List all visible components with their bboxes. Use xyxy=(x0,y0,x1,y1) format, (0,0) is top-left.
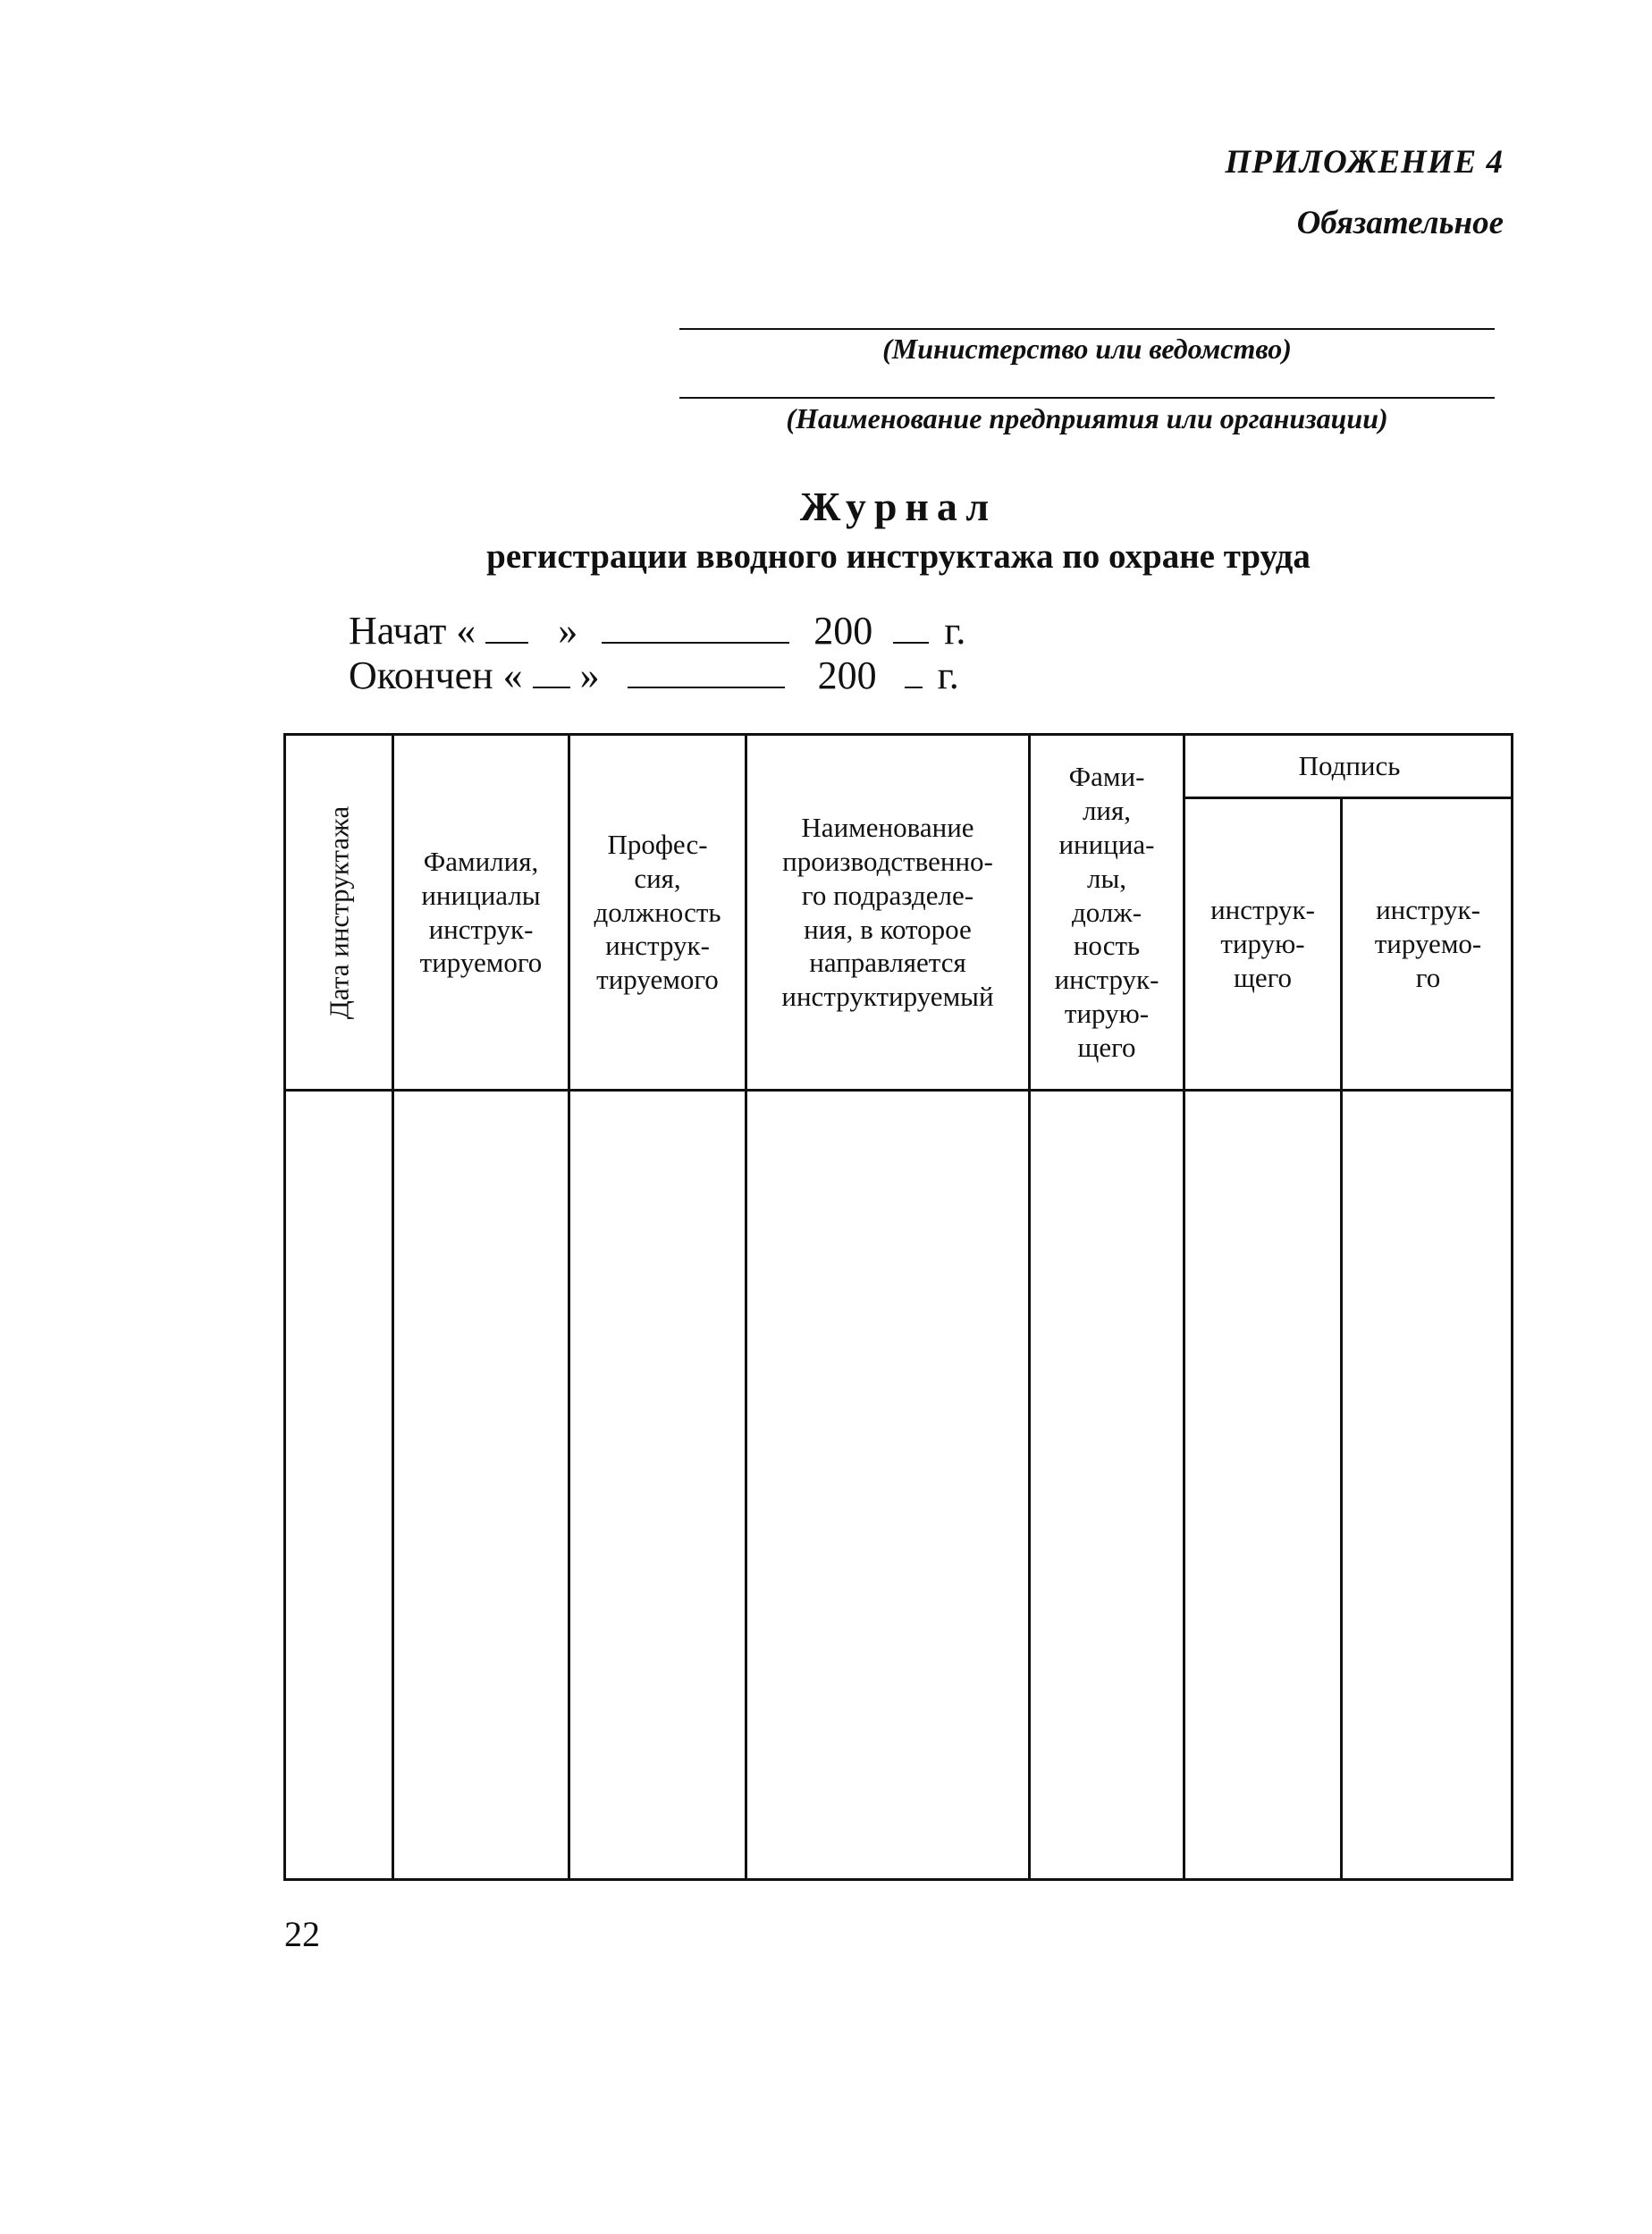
register-table xyxy=(283,733,1513,1881)
organization-caption: (Наименование предприятия или организации) xyxy=(786,402,1388,434)
header-signature-instructor: инструк- тирую- щего xyxy=(1210,894,1315,993)
header-signature: Подпись xyxy=(1298,750,1401,782)
table-body-profession-cell[interactable] xyxy=(570,1092,745,1878)
document-subtitle: регистрации вводного инструктажа по охране труда xyxy=(486,537,1311,576)
header-instructor: Фами- лия, инициа- лы, долж- ность инструк- тирую- щего xyxy=(1054,761,1159,1063)
table-body-sig-trainee-cell[interactable] xyxy=(1343,1092,1513,1878)
started-year: 200 xyxy=(813,609,873,653)
ended-year-field[interactable] xyxy=(905,654,923,688)
ended-label: Окончен « xyxy=(349,653,523,697)
ministry-caption: (Министерство или ведомство) xyxy=(882,333,1292,365)
started-label: Начат « xyxy=(349,609,476,653)
ended-day-field[interactable] xyxy=(533,654,570,688)
ended-close-quote: » xyxy=(579,653,600,697)
header-profession: Профес- сия, должность инструк- тируемого xyxy=(594,828,721,996)
header-trainee-name: Фамилия, инициалы инструк- тируемого xyxy=(419,845,543,979)
ministry-field-line[interactable] xyxy=(679,328,1495,330)
table-body-sig-instructor-cell[interactable] xyxy=(1185,1092,1340,1878)
started-suffix: г. xyxy=(944,609,966,653)
header-signature-trainee: инструк- тируемо- го xyxy=(1374,894,1482,993)
header-date: Дата инструктажа xyxy=(323,805,355,1019)
organization-field-line[interactable] xyxy=(679,397,1495,399)
document-title: Журнал xyxy=(799,484,998,529)
table-body-name-cell[interactable] xyxy=(394,1092,568,1878)
ended-date-line xyxy=(349,653,959,698)
table-body-instructor-cell[interactable] xyxy=(1031,1092,1183,1878)
started-close-quote: » xyxy=(558,609,578,653)
page-number: 22 xyxy=(284,1914,320,1954)
header-department: Наименование производственно- го подразделе- ния, в которое направляется инструктируемый xyxy=(781,812,994,1013)
appendix-label: ПРИЛОЖЕНИЕ 4 xyxy=(1225,144,1504,181)
started-year-field[interactable] xyxy=(893,610,929,644)
table-body-department-cell[interactable] xyxy=(747,1092,1028,1878)
table-body-date-cell[interactable] xyxy=(286,1092,392,1878)
started-day-field[interactable] xyxy=(485,610,528,644)
started-month-field[interactable] xyxy=(602,610,789,644)
started-date-line xyxy=(349,608,965,653)
appendix-status: Обязательное xyxy=(1296,205,1504,241)
ended-month-field[interactable] xyxy=(628,654,785,688)
ended-year: 200 xyxy=(817,653,877,697)
ended-suffix: г. xyxy=(937,653,959,697)
